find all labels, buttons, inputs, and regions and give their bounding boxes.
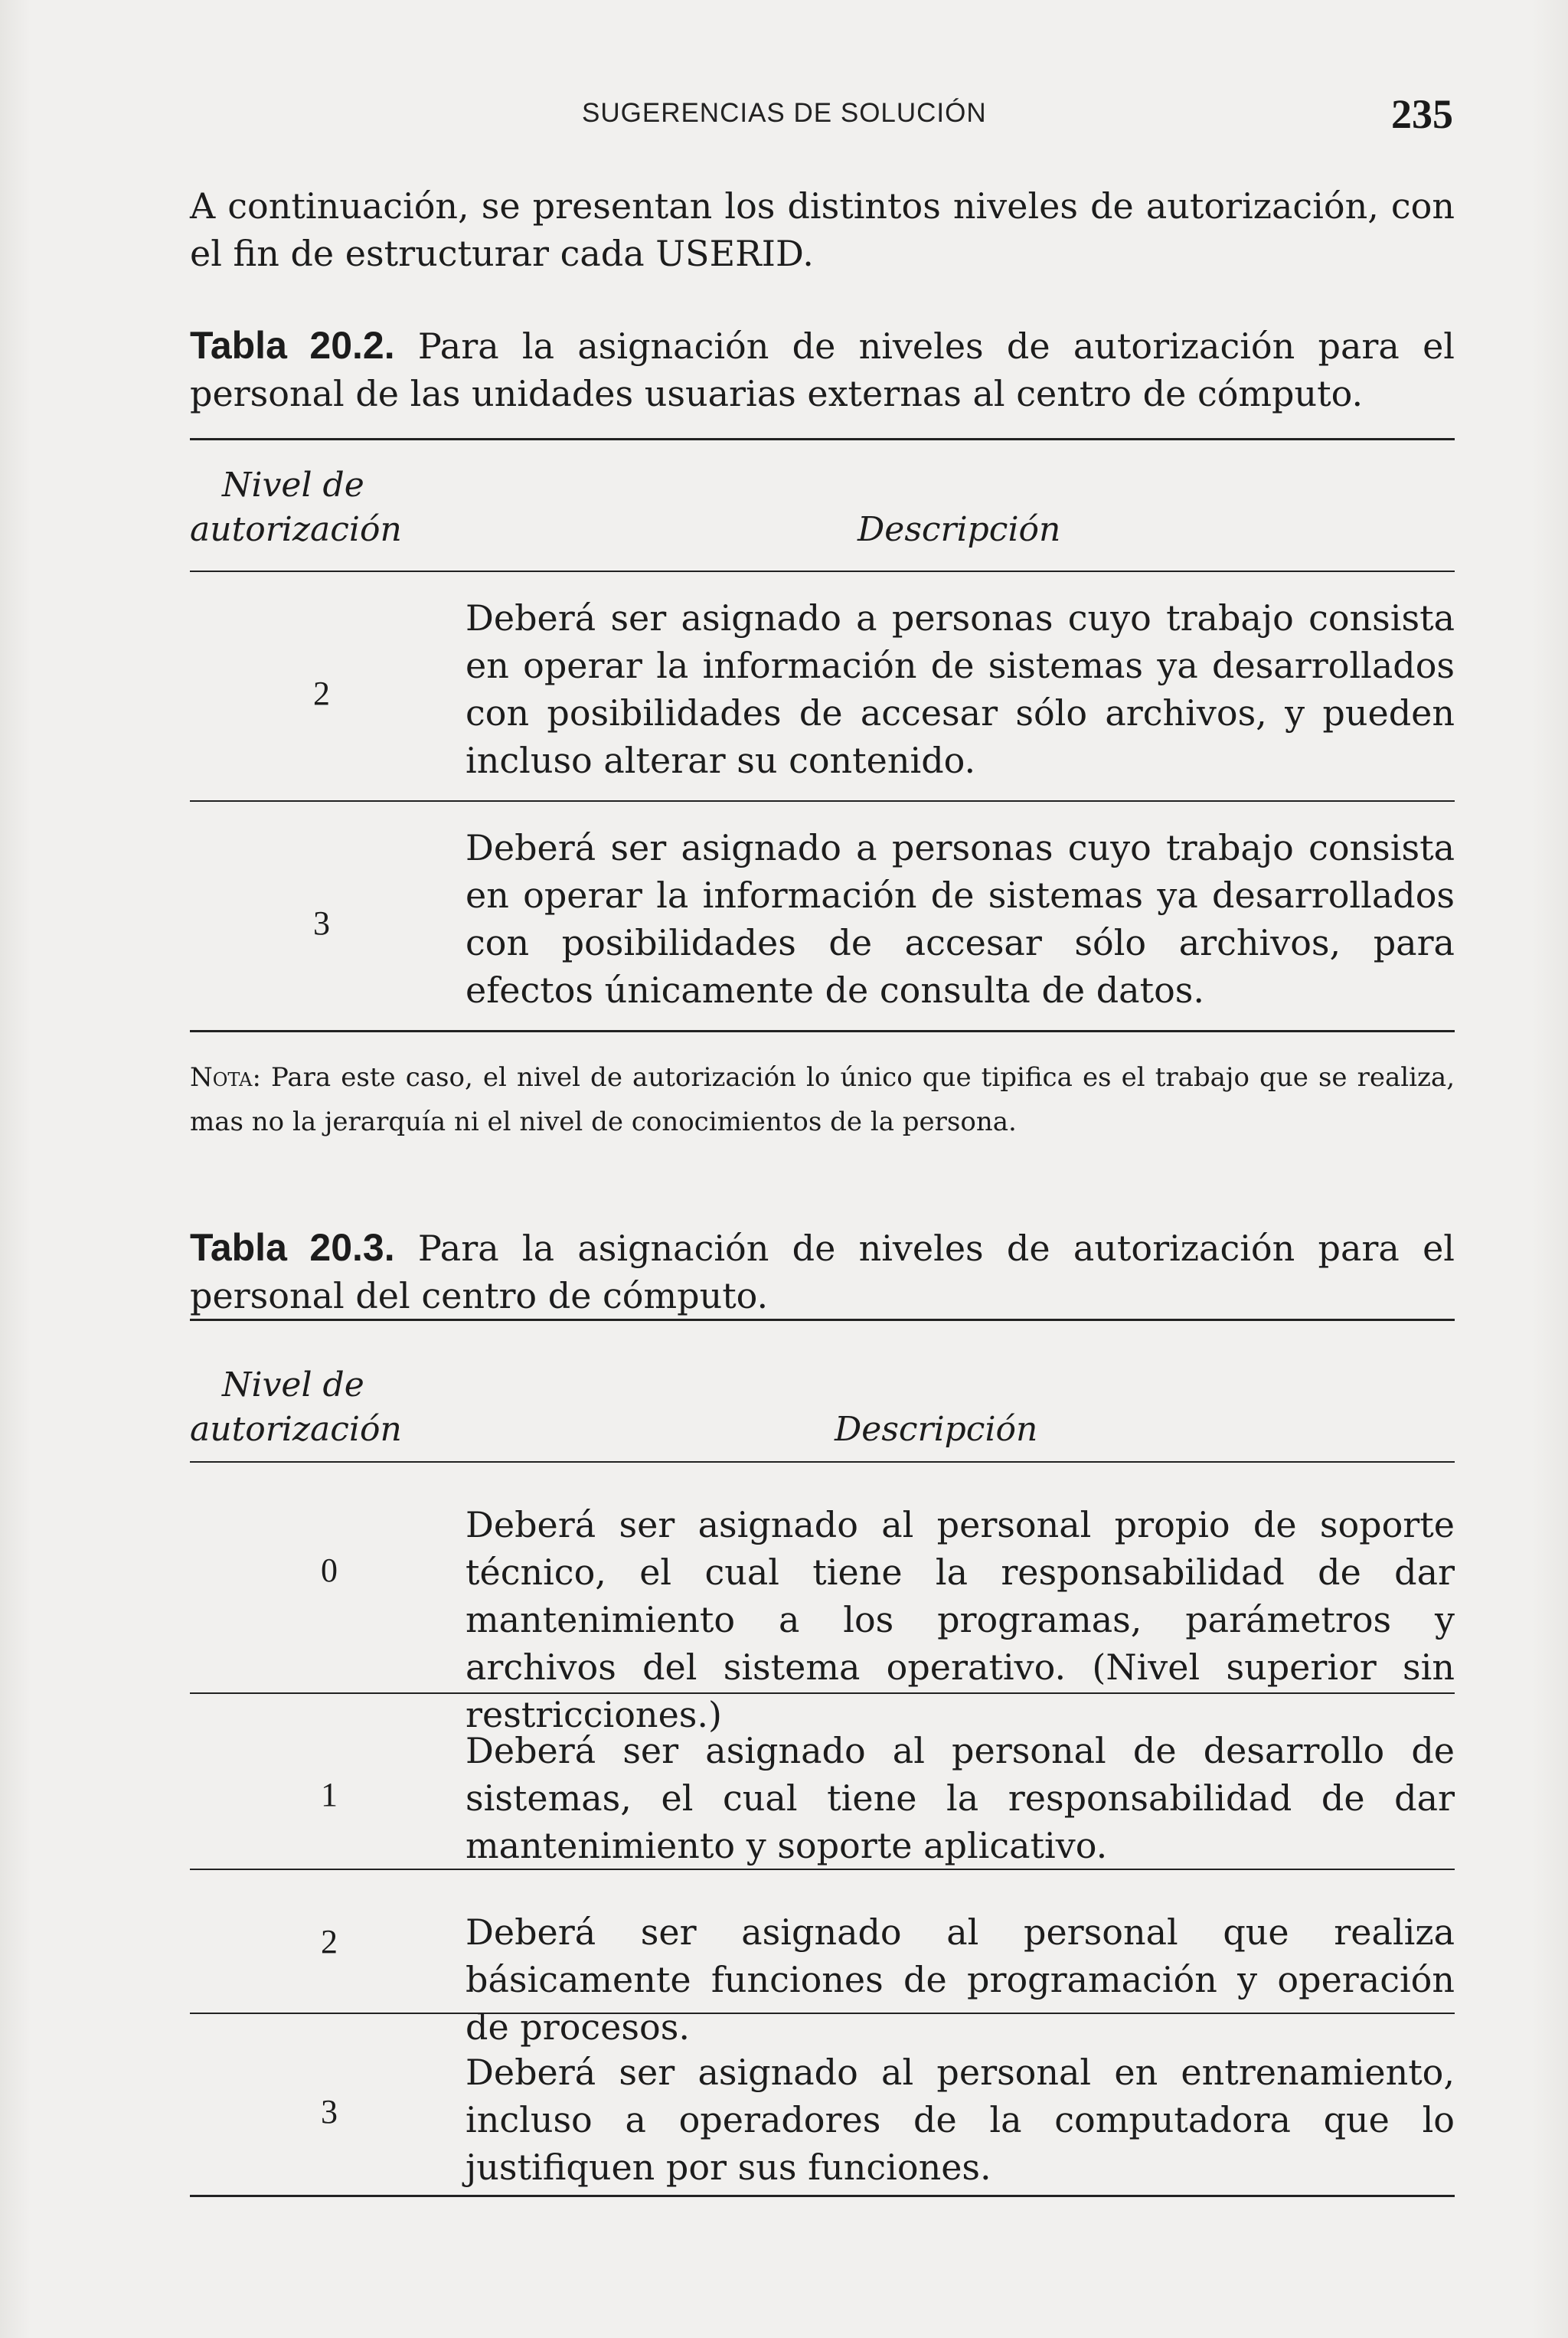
table-bottom-rule bbox=[190, 2195, 1455, 2197]
column-header-description: Descripción bbox=[858, 510, 1061, 549]
table-row-level: 2 bbox=[321, 1923, 338, 1960]
column-header-level-2: autorización bbox=[190, 510, 402, 549]
table-bottom-rule bbox=[190, 1030, 1455, 1032]
table-label: Tabla 20.2. bbox=[190, 324, 395, 367]
table-caption-text: Para la asignación de niveles de autorización para el personal del centro de cómputo. bbox=[190, 1228, 1455, 1316]
row-rule bbox=[190, 1869, 1455, 1870]
table-caption-20-3 bbox=[190, 1224, 1455, 1319]
table-row-level: 0 bbox=[321, 1552, 338, 1589]
table-top-rule bbox=[190, 1319, 1455, 1321]
table-row-description: Deberá ser asignado al personal de desarrollo de sistemas, el cual tiene la responsabilidad de dar mantenimiento y soporte aplicativo. bbox=[466, 1730, 1455, 1866]
column-header-level: Nivel de bbox=[222, 466, 364, 505]
table-row-description: Deberá ser asignado al personal propio de soporte técnico, el cual tiene la responsabilidad de dar mantenimiento a los programas, parámetros y archivos del sistema operativo. (Nivel superior sin restricciones.) bbox=[466, 1504, 1455, 1735]
header-rule bbox=[190, 1461, 1455, 1463]
table-row-level: 2 bbox=[313, 675, 330, 712]
column-header-level: Nivel de bbox=[222, 1365, 364, 1404]
table-row-description: Deberá ser asignado al personal que realiza básicamente funciones de programación y operación de procesos. bbox=[466, 1911, 1455, 2048]
note-text: Para este caso, el nivel de autorización lo único que tipifica es el trabajo que se realiza, mas no la jerarquía ni el nivel de conocimientos de la persona. bbox=[190, 1062, 1455, 1137]
row-rule bbox=[190, 2013, 1455, 2014]
running-head: SUGERENCIAS DE SOLUCIÓN bbox=[582, 98, 987, 128]
table-note bbox=[190, 1055, 1455, 1144]
table-row-description: Deberá ser asignado a personas cuyo trabajo consista en operar la información de sistemas ya desarrollados con posibilidades de accesar sólo archivos, y pueden incluso alterar su contenido. bbox=[466, 597, 1455, 781]
row-rule bbox=[190, 1692, 1455, 1694]
table-row-level: 3 bbox=[321, 2093, 338, 2130]
intro-paragraph: A continuación, se presentan los distintos niveles de autorización, con el fin de estructurar cada USERID. bbox=[190, 185, 1455, 274]
table-top-rule bbox=[190, 438, 1455, 440]
table-caption-text: Para la asignación de niveles de autorización para el personal de las unidades usuarias externas al centro de cómputo. bbox=[190, 325, 1455, 414]
table-label: Tabla 20.3. bbox=[190, 1226, 395, 1269]
column-header-level-2: autorización bbox=[190, 1410, 402, 1449]
table-row-description: Deberá ser asignado al personal en entrenamiento, incluso a operadores de la computadora que lo justifiquen por sus funciones. bbox=[466, 2052, 1455, 2188]
row-rule bbox=[190, 800, 1455, 802]
table-caption-20-2 bbox=[190, 322, 1455, 417]
header-rule bbox=[190, 571, 1455, 572]
table-row-level: 1 bbox=[321, 1776, 338, 1813]
page-number: 235 bbox=[1391, 91, 1453, 137]
table-row-description: Deberá ser asignado a personas cuyo trabajo consista en operar la información de sistemas ya desarrollados con posibilidades de accesar sólo archivos, para efectos únicamente de consulta de datos. bbox=[466, 827, 1455, 1011]
note-label: Nota: bbox=[190, 1062, 261, 1093]
table-row-level: 3 bbox=[313, 904, 330, 942]
column-header-description: Descripción bbox=[835, 1410, 1038, 1449]
